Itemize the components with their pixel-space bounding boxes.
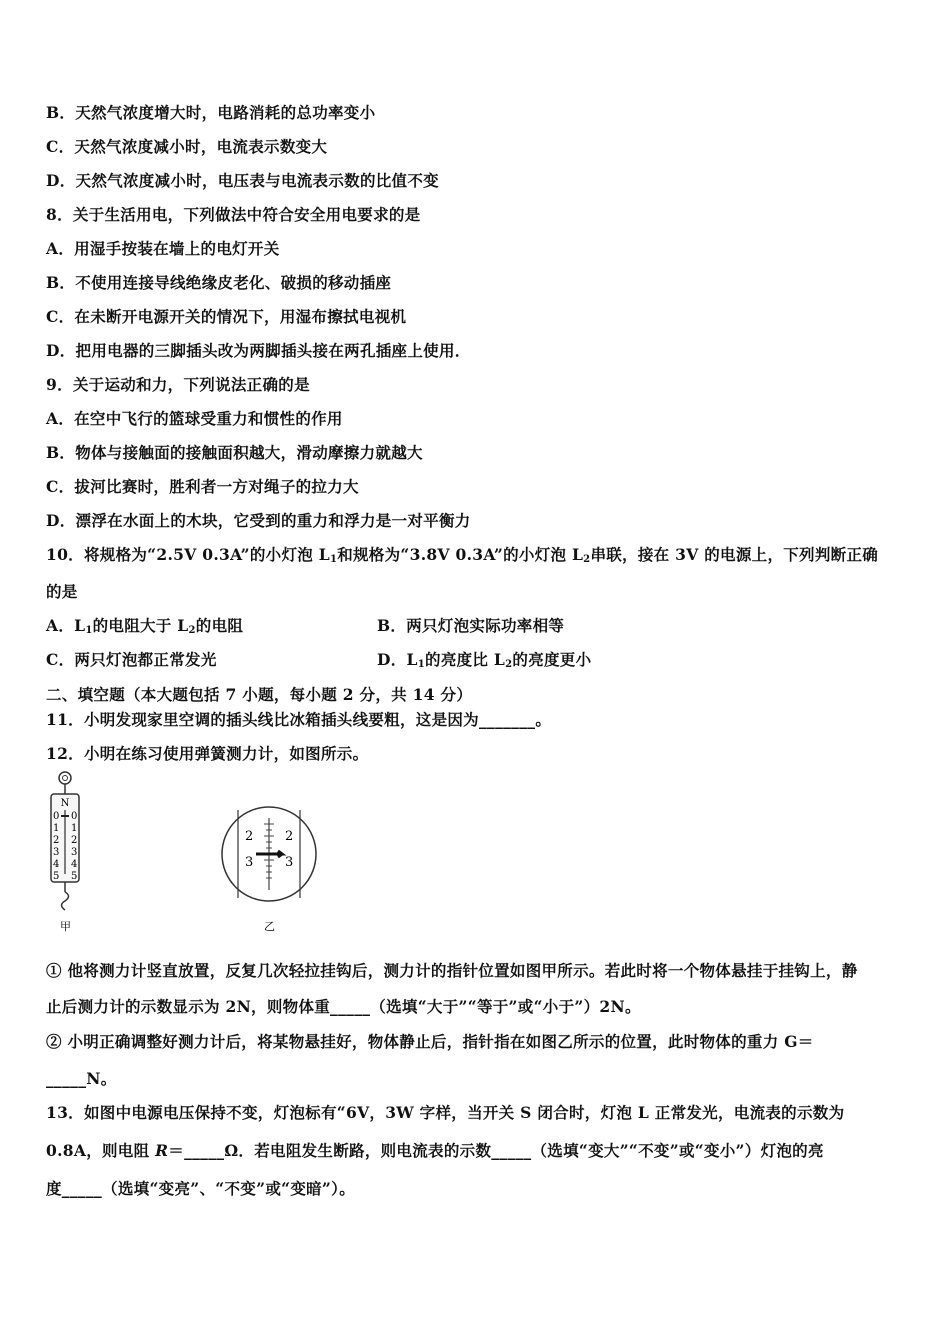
figure-caption-yi: 乙 [264, 920, 275, 933]
tick-label: 2 [285, 829, 294, 844]
tick-label: 3 [53, 847, 60, 858]
q13-line3: 度_____（选填“变亮”、“不变”或“变暗”）。 [46, 1179, 355, 1198]
tick-label: 5 [71, 871, 78, 882]
q7-option-b: B．天然气浓度增大时，电路消耗的总功率变小 [46, 103, 376, 122]
hook [62, 892, 69, 910]
q10-option-b: B．两只灯泡实际功率相等 [377, 616, 565, 635]
tick-label: 0 [53, 811, 60, 822]
q10-option-d: D．$L_1$的亮度比 $L_2$的亮度更小 [377, 650, 592, 670]
q9-option-d: D．漂浮在水面上的木块，它受到的重力和浮力是一对平衡力 [46, 511, 471, 530]
tick-label: 2 [245, 829, 254, 844]
tick-label: 3 [245, 855, 254, 870]
unit-label: N [60, 798, 70, 809]
q7-option-c: C．天然气浓度减小时，电流表示数变大 [46, 137, 328, 156]
q9-option-b: B．物体与接触面的接触面积越大，滑动摩擦力就越大 [46, 443, 423, 462]
tick-label: 0 [71, 811, 78, 822]
q12-part1-line2: 止后测力计的示数显示为 2N，则物体重_____（选填“大于”“等于”或“小于”）2N。 [46, 997, 641, 1016]
q12-part2-line1: ② 小明正确调整好测力计后，将某物悬挂好，物体静止后，指针指在如图乙所示的位置，此时物体的重力 G＝ [46, 1032, 814, 1051]
tick-label: 4 [71, 859, 78, 870]
tick-label: 2 [71, 835, 78, 846]
q13-line2: 0.8A，则电阻 R＝_____Ω．若电阻发生断路，则电流表的示数_____（选填“变大”“不变”或“变小”）灯泡的亮 [46, 1141, 824, 1160]
q12-stem: 12．小明在练习使用弹簧测力计，如图所示。 [46, 744, 369, 763]
tick-label: 3 [71, 847, 78, 858]
q13-line1: 13．如图中电源电压保持不变，灯泡标有“6V，3W 字样，当开关 S 闭合时，灯泡 L 正常发光，电流表的示数为 [46, 1103, 845, 1122]
q10-option-c: C．两只灯泡都正常发光 [46, 650, 217, 669]
q8-stem: 8．关于生活用电，下列做法中符合安全用电要求的是 [46, 205, 421, 224]
q10-stem-line2: 的是 [46, 582, 78, 601]
q9-option-a: A．在空中飞行的篮球受重力和惯性的作用 [46, 409, 343, 428]
tick-label: 5 [53, 871, 60, 882]
q8-option-d: D．把用电器的三脚插头改为两脚插头接在两孔插座上使用． [46, 341, 471, 360]
q10-stem: 10．将规格为“2.5V 0.3A”的小灯泡 $L_1$和规格为“3.8V 0.3A”的小灯泡 $L_2$串联，接在 3V 的电源上，下列判断正确 [46, 545, 879, 565]
spring-scale-yi [222, 807, 316, 933]
tick-label: 1 [53, 823, 60, 834]
q10-option-a: A．$L_1$的电阻大于 $L_2$的电阻 [46, 616, 244, 636]
q8-option-a: A．用湿手按装在墙上的电灯开关 [46, 239, 280, 258]
q11: 11．小明发现家里空调的插头线比冰箱插头线要粗，这是因为_______。 [46, 710, 552, 729]
q9-option-c: C．拔河比赛时，胜利者一方对绳子的拉力大 [46, 477, 359, 496]
q8-option-b: B．不使用连接导线绝缘皮老化、破损的移动插座 [46, 273, 392, 292]
spring-scale-jia [51, 772, 79, 933]
figure-caption-jia: 甲 [60, 920, 71, 933]
section-2-heading: 二、填空题（本大题包括 7 小题，每小题 2 分，共 14 分） [46, 685, 473, 704]
tick-label: 1 [71, 823, 78, 834]
q12-part1-line1: ① 他将测力计竖直放置，反复几次轻拉挂钩后，测力计的指针位置如图甲所示。若此时将一个物体悬挂于挂钩上，静 [46, 961, 858, 980]
q9-stem: 9．关于运动和力，下列说法正确的是 [46, 375, 310, 394]
tick-label: 3 [285, 855, 294, 870]
tick-label: 2 [53, 835, 60, 846]
q12-part2-line2: _____N。 [46, 1069, 117, 1088]
tick-label: 4 [53, 859, 60, 870]
q8-option-c: C．在未断开电源开关的情况下，用湿布擦拭电视机 [46, 307, 407, 326]
q7-option-d: D．天然气浓度减小时，电压表与电流表示数的比值不变 [46, 171, 439, 190]
spring-scale-figure [44, 770, 324, 938]
